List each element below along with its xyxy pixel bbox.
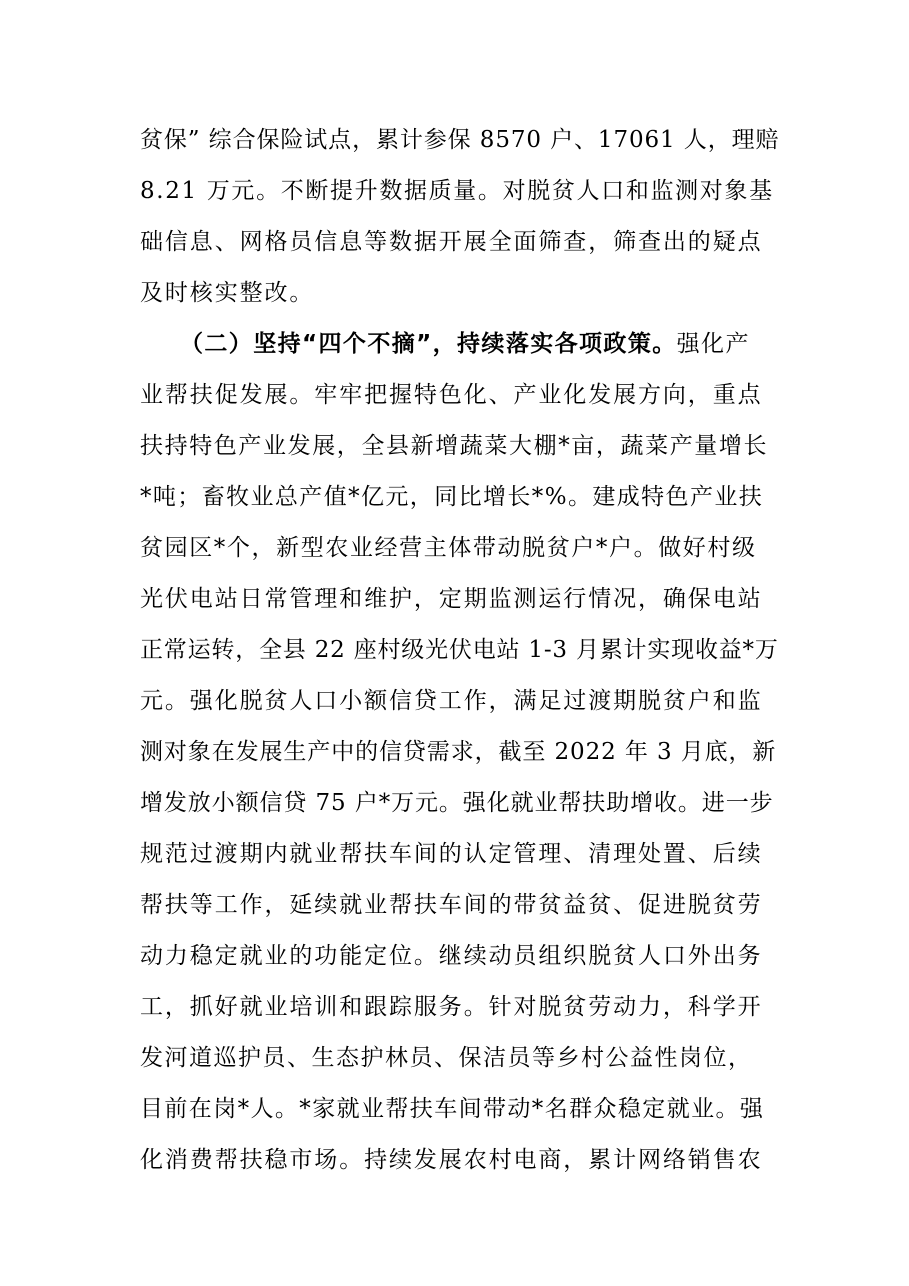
text-line: 规范过渡期内就业帮扶车间的认定管理、清理处置、后续 (140, 841, 763, 867)
text-line: 础信息、网格员信息等数据开展全面筛查，筛查出的疑点 (140, 229, 763, 255)
text-line: 化消费帮扶稳市场。持续发展农村电商，累计网络销售农 (140, 1147, 763, 1173)
text-line: 贫保” 综合保险试点，累计参保 8570 户、17061 人，理赔 (140, 127, 780, 153)
text-line: 元。强化脱贫人口小额信贷工作，满足过渡期脱贫户和监 (140, 688, 763, 714)
text-line: 目前在岗*人。*家就业帮扶车间带动*名群众稳定就业。强 (140, 1096, 765, 1122)
text-line: 工，抓好就业培训和跟踪服务。针对脱贫劳动力，科学开 (140, 994, 763, 1020)
text-line: 扶持特色产业发展，全县新增蔬菜大棚*亩，蔬菜产量增长 (140, 433, 769, 459)
text-line: 8.21 万元。不断提升数据质量。对脱贫人口和监测对象基 (140, 178, 774, 204)
text-line: 增发放小额信贷 75 户*万元。强化就业帮扶助增收。进一步 (140, 790, 774, 816)
text-line-tail: 强化产 (676, 331, 750, 357)
section-heading-line (180, 324, 750, 364)
text-line: 测对象在发展生产中的信贷需求，截至 2022 年 3 月底，新 (140, 739, 777, 765)
text-line: 帮扶等工作，延续就业帮扶车间的带贫益贫、促进脱贫劳 (140, 892, 763, 918)
text-line: 贫园区*个，新型农业经营主体带动脱贫户*户。做好村级 (140, 535, 757, 561)
text-line: 发河道巡护员、生态护林员、保洁员等乡村公益性岗位， (140, 1045, 753, 1071)
text-line: 正常运转，全县 22 座村级光伏电站 1-3 月累计实现收益*万 (140, 637, 779, 663)
text-line: 业帮扶促发展。牢牢把握特色化、产业化发展方向，重点 (140, 382, 763, 408)
text-line: 光伏电站日常管理和维护，定期监测运行情况，确保电站 (140, 586, 763, 612)
text-line: *吨；畜牧业总产值*亿元，同比增长*%。建成特色产业扶 (140, 484, 764, 510)
text-line: 及时核实整改。 (140, 280, 315, 306)
text-line: 动力稳定就业的功能定位。继续动员组织脱贫人口外出务 (140, 943, 763, 969)
section-heading: （二）坚持“四个不摘”，持续落实各项政策。 (180, 331, 677, 357)
